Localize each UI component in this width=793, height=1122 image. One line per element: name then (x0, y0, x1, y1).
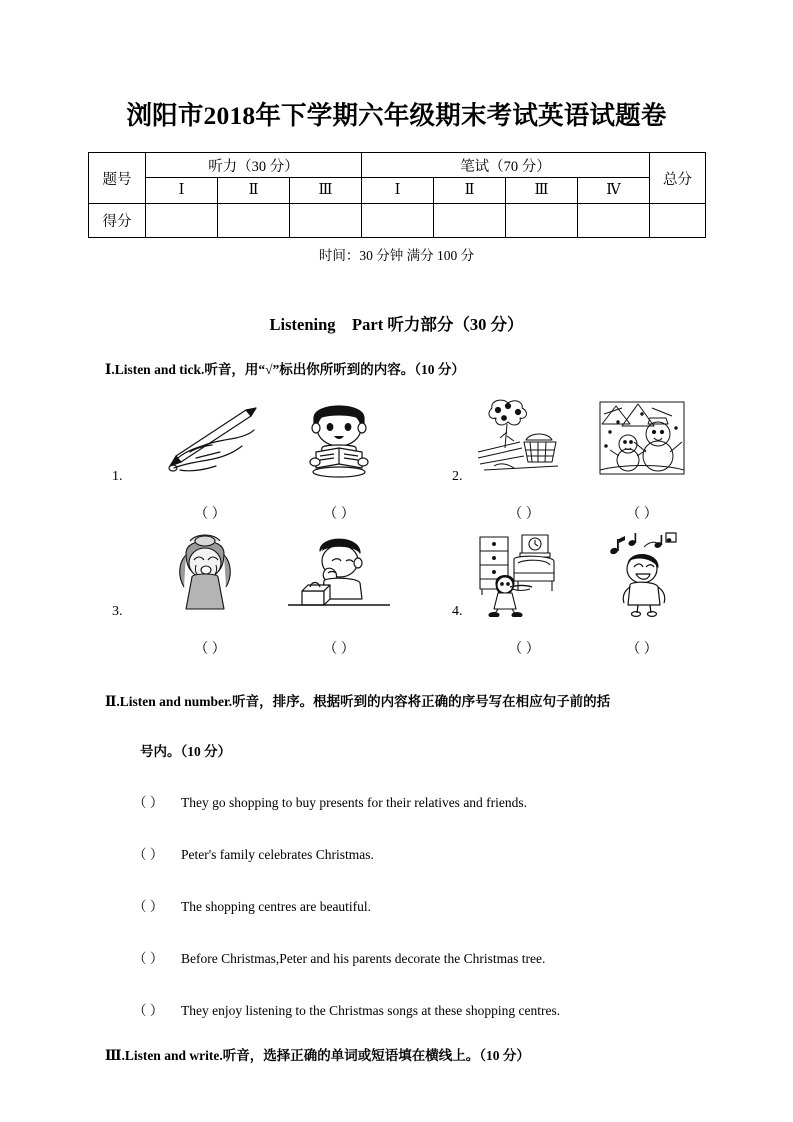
score-table-listening-1: Ⅰ (146, 178, 218, 204)
exam-time-and-marks: 时间：30 分钟 满分 100 分 (318, 248, 475, 263)
listening-part-heading: Listening Part 听力部分（30 分） (269, 315, 524, 334)
hand-writing-pencil-icon[interactable] (150, 394, 270, 482)
answer-bracket[interactable]: （ ） (626, 642, 658, 657)
sentence-text: They enjoy listening to the Christmas songs at these shopping centres. (181, 1003, 561, 1018)
autumn-harvest-tree-basket-icon[interactable] (474, 394, 574, 482)
table-row (89, 178, 706, 204)
table-row (89, 153, 706, 178)
score-cell-written-2[interactable] (434, 204, 506, 238)
question-2 (452, 392, 702, 527)
section-2-heading-line2: 号内。（10 分） (140, 744, 232, 759)
question-1 (112, 392, 452, 527)
boy-tissue-table-icon[interactable] (284, 529, 394, 617)
answer-bracket[interactable]: （ ） (508, 642, 540, 657)
sentence-text: They go shopping to buy presents for their relatives and friends. (181, 795, 528, 810)
score-table-listening-2: Ⅱ (218, 178, 290, 204)
answer-bracket[interactable]: （ ） (508, 507, 540, 522)
sentence-text: Peter's family celebrates Christmas. (181, 847, 374, 862)
answer-paren[interactable]: （ ） (133, 1003, 164, 1018)
score-table-row-label-number: 题号 (89, 153, 146, 204)
snowman-winter-scene-icon[interactable] (592, 394, 692, 482)
boy-reading-book-icon[interactable] (284, 394, 394, 482)
score-table-group-listening: 听力（30 分） (146, 153, 362, 178)
picture-question-row-2 (0, 527, 793, 662)
question-number: 2. (452, 469, 463, 484)
answer-paren[interactable]: （ ） (133, 899, 164, 914)
score-table-written-2: Ⅱ (434, 178, 506, 204)
answer-bracket[interactable]: （ ） (626, 507, 658, 522)
sentence-text: The shopping centres are beautiful. (181, 899, 372, 914)
score-table-written-3: Ⅲ (506, 178, 578, 204)
answer-paren[interactable]: （ ） (133, 951, 164, 966)
score-cell-listening-2[interactable] (218, 204, 290, 238)
answer-paren[interactable]: （ ） (133, 847, 164, 862)
question-number: 4. (452, 604, 463, 619)
score-cell-written-3[interactable] (506, 204, 578, 238)
score-cell-total[interactable] (650, 204, 706, 238)
girl-playing-violin-icon[interactable] (474, 529, 574, 617)
list-item (133, 951, 693, 1003)
score-cell-listening-3[interactable] (290, 204, 362, 238)
girl-crying-icon[interactable] (150, 529, 270, 617)
list-item (133, 899, 693, 951)
sentence-text: Before Christmas,Peter and his parents decorate the Christmas tree. (181, 951, 546, 966)
question-number: 1. (112, 469, 123, 484)
page-title: 浏阳市2018年下学期六年级期末考试英语试题卷 (126, 101, 667, 130)
score-table-written-4: Ⅳ (578, 178, 650, 204)
question-4 (452, 527, 702, 662)
question-number: 3. (112, 604, 123, 619)
answer-bracket[interactable]: （ ） (194, 507, 226, 522)
section-2-heading: Ⅱ.Listen and number.听音，排序。根据听到的内容将正确的序号写在相应句子前的括 (105, 694, 611, 709)
list-item (133, 795, 693, 847)
section-2-sentence-list (133, 795, 693, 1055)
question-3 (112, 527, 452, 662)
boy-singing-notes-icon[interactable] (592, 529, 692, 617)
answer-bracket[interactable]: （ ） (194, 642, 226, 657)
picture-question-row-1 (0, 392, 793, 527)
score-table-row-label-score: 得分 (89, 204, 146, 238)
score-table-group-written: 笔试（70 分） (362, 153, 650, 178)
section-3-heading: Ⅲ.Listen and write.听音，选择正确的单词或短语填在横线上。（10 分） (105, 1048, 530, 1063)
table-row (89, 204, 706, 238)
answer-bracket[interactable]: （ ） (323, 507, 355, 522)
score-cell-written-1[interactable] (362, 204, 434, 238)
score-table-total-label: 总分 (650, 153, 706, 204)
score-table-written-1: Ⅰ (362, 178, 434, 204)
section-1-heading: Ⅰ.Listen and tick.听音，用“√”标出你所听到的内容。（10 分） (105, 362, 465, 377)
answer-paren[interactable]: （ ） (133, 795, 164, 810)
answer-bracket[interactable]: （ ） (323, 642, 355, 657)
score-cell-listening-1[interactable] (146, 204, 218, 238)
list-item (133, 847, 693, 899)
score-cell-written-4[interactable] (578, 204, 650, 238)
score-table (88, 152, 706, 238)
score-table-listening-3: Ⅲ (290, 178, 362, 204)
